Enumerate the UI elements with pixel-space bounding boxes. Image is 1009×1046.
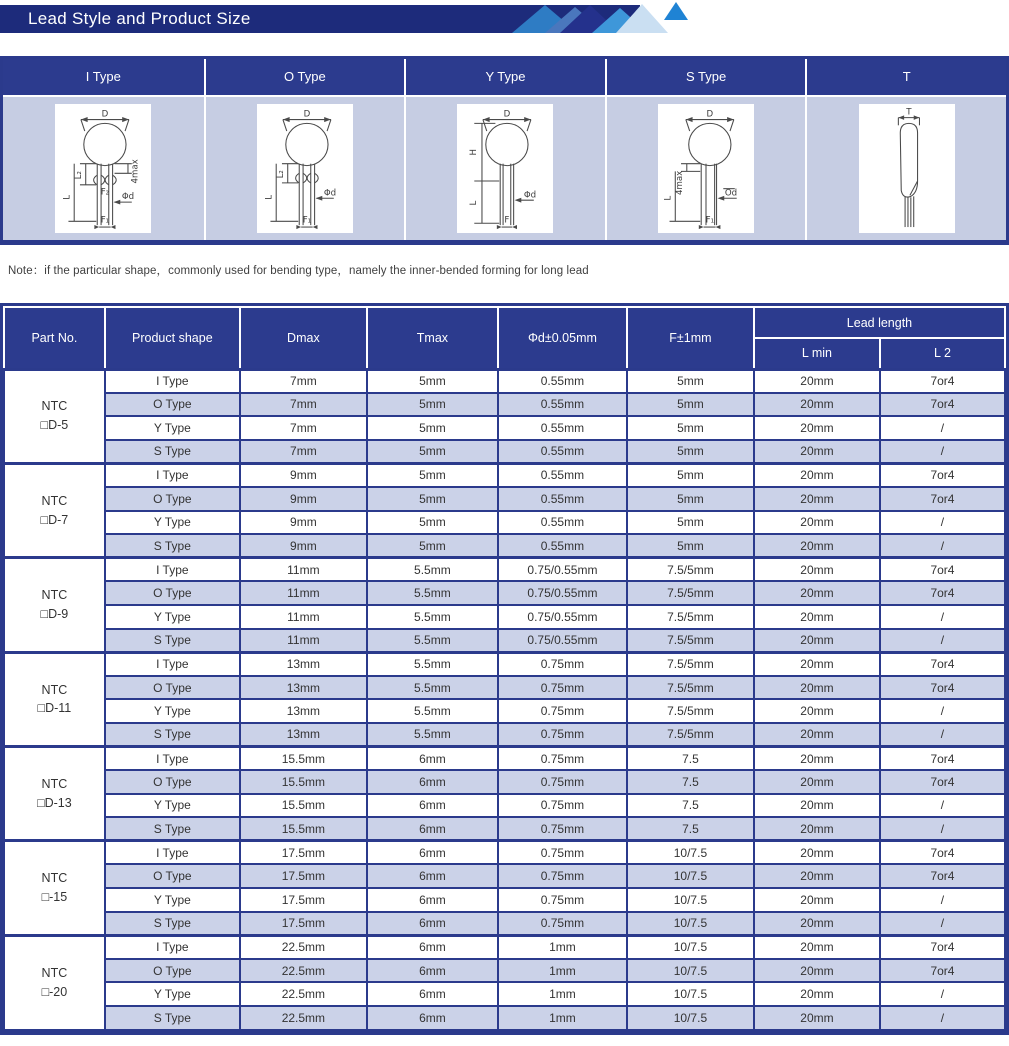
phid-cell: 0.75mm xyxy=(498,912,627,936)
table-row xyxy=(4,841,1005,865)
l-min-cell: 20mm xyxy=(754,581,880,605)
phid-cell: 0.75mm xyxy=(498,747,627,771)
dmax-cell: 17.5mm xyxy=(240,912,367,936)
l2-cell: / xyxy=(880,629,1005,653)
tmax-cell: 6mm xyxy=(367,864,498,888)
product-shape-cell: I Type xyxy=(105,652,240,676)
table-row xyxy=(4,487,1005,511)
product-shape-cell: S Type xyxy=(105,817,240,841)
product-shape-cell: Y Type xyxy=(105,794,240,818)
tmax-cell: 6mm xyxy=(367,912,498,936)
product-shape-cell: Y Type xyxy=(105,699,240,723)
phid-cell: 1mm xyxy=(498,1006,627,1030)
svg-text:Φd: Φd xyxy=(323,188,336,199)
f-cell: 10/7.5 xyxy=(627,982,754,1006)
f-cell: 7.5 xyxy=(627,747,754,771)
l-min-cell: 20mm xyxy=(754,605,880,629)
svg-text:L: L xyxy=(264,194,275,200)
tmax-cell: 6mm xyxy=(367,959,498,983)
f-cell: 7.5/5mm xyxy=(627,581,754,605)
table-row xyxy=(4,982,1005,1006)
l2-cell: 7or4 xyxy=(880,864,1005,888)
dmax-cell: 11mm xyxy=(240,629,367,653)
l-min-cell: 20mm xyxy=(754,982,880,1006)
phid-cell: 0.55mm xyxy=(498,393,627,417)
tmax-cell: 5.5mm xyxy=(367,581,498,605)
table-row xyxy=(4,747,1005,771)
dmax-cell: 13mm xyxy=(240,723,367,747)
page-title: Lead Style and Product Size xyxy=(28,9,251,28)
f-cell: 5mm xyxy=(627,511,754,535)
table-row xyxy=(4,629,1005,653)
dmax-cell: 17.5mm xyxy=(240,888,367,912)
product-shape-cell: I Type xyxy=(105,747,240,771)
l2-cell: / xyxy=(880,912,1005,936)
f-cell: 7.5/5mm xyxy=(627,723,754,747)
product-shape-cell: O Type xyxy=(105,864,240,888)
svg-text:L: L xyxy=(469,200,480,206)
l-min-cell: 20mm xyxy=(754,629,880,653)
part-no-cell: NTC □D-13 xyxy=(4,747,105,841)
l2-cell: / xyxy=(880,1006,1005,1030)
product-shape-cell: O Type xyxy=(105,393,240,417)
s-type-diagram xyxy=(658,104,754,233)
phid-cell: 0.75mm xyxy=(498,723,627,747)
l-min-cell: 20mm xyxy=(754,794,880,818)
f-cell: 7.5 xyxy=(627,817,754,841)
f-cell: 7.5/5mm xyxy=(627,699,754,723)
y-type-cell xyxy=(404,97,605,240)
tmax-cell: 6mm xyxy=(367,817,498,841)
product-shape-cell: I Type xyxy=(105,841,240,865)
product-shape-cell: Y Type xyxy=(105,888,240,912)
l2-cell: / xyxy=(880,794,1005,818)
table-row xyxy=(4,652,1005,676)
phid-cell: 0.55mm xyxy=(498,416,627,440)
l-min-cell: 20mm xyxy=(754,723,880,747)
phid-cell: 0.75mm xyxy=(498,888,627,912)
l2-cell: / xyxy=(880,416,1005,440)
svg-text:F₁: F₁ xyxy=(101,215,110,226)
phid-cell: 1mm xyxy=(498,959,627,983)
product-shape-cell: I Type xyxy=(105,558,240,582)
l-min-cell: 20mm xyxy=(754,912,880,936)
tmax-cell: 5mm xyxy=(367,534,498,558)
phid-cell: 0.75mm xyxy=(498,817,627,841)
tmax-cell: 6mm xyxy=(367,770,498,794)
f-cell: 5mm xyxy=(627,463,754,487)
col-header-phid: Φd±0.05mm xyxy=(498,307,627,369)
note-text: Note：if the particular shape，commonly used for bending type，namely the inner-bended forming for long lead xyxy=(8,265,589,277)
phid-cell: 0.55mm xyxy=(498,440,627,464)
phid-cell: 0.75mm xyxy=(498,841,627,865)
l2-cell: / xyxy=(880,605,1005,629)
dmax-cell: 13mm xyxy=(240,676,367,700)
svg-text:T: T xyxy=(905,107,912,118)
phid-cell: 1mm xyxy=(498,982,627,1006)
f-cell: 5mm xyxy=(627,416,754,440)
l2-cell: / xyxy=(880,511,1005,535)
tmax-cell: 6mm xyxy=(367,841,498,865)
col-header-dmax: Dmax xyxy=(240,307,367,369)
l2-cell: 7or4 xyxy=(880,935,1005,959)
product-shape-cell: O Type xyxy=(105,959,240,983)
dmax-cell: 15.5mm xyxy=(240,794,367,818)
dmax-cell: 17.5mm xyxy=(240,864,367,888)
l-min-cell: 20mm xyxy=(754,463,880,487)
col-header-lead-length: Lead length xyxy=(754,307,1005,338)
svg-text:F₁: F₁ xyxy=(302,215,312,226)
svg-text:L₂: L₂ xyxy=(275,170,286,179)
header-i-type: I Type xyxy=(85,69,121,84)
table-row xyxy=(4,416,1005,440)
l2-cell: / xyxy=(880,817,1005,841)
f-cell: 7.5/5mm xyxy=(627,558,754,582)
l-min-cell: 20mm xyxy=(754,534,880,558)
product-shape-cell: S Type xyxy=(105,629,240,653)
table-row xyxy=(4,770,1005,794)
lead-style-table xyxy=(0,56,1009,245)
svg-text:D: D xyxy=(706,109,714,120)
table-row xyxy=(4,369,1005,393)
svg-text:L: L xyxy=(62,194,73,200)
l2-cell: 7or4 xyxy=(880,652,1005,676)
table-row xyxy=(4,959,1005,983)
table-row xyxy=(4,558,1005,582)
t-cell xyxy=(805,97,1006,240)
svg-text:D: D xyxy=(504,109,511,120)
product-shape-cell: O Type xyxy=(105,581,240,605)
dmax-cell: 15.5mm xyxy=(240,770,367,794)
f-cell: 7.5/5mm xyxy=(627,676,754,700)
l2-cell: 7or4 xyxy=(880,463,1005,487)
l-min-cell: 20mm xyxy=(754,935,880,959)
product-shape-cell: Y Type xyxy=(105,605,240,629)
dmax-cell: 17.5mm xyxy=(240,841,367,865)
triangle-decoration-icon xyxy=(498,0,708,34)
table-row xyxy=(4,888,1005,912)
o-type-cell xyxy=(204,97,405,240)
tmax-cell: 5mm xyxy=(367,511,498,535)
l-min-cell: 20mm xyxy=(754,841,880,865)
i-type-cell xyxy=(3,97,204,240)
l2-cell: 7or4 xyxy=(880,369,1005,393)
phid-cell: 0.75/0.55mm xyxy=(498,629,627,653)
tmax-cell: 5mm xyxy=(367,463,498,487)
l-min-cell: 20mm xyxy=(754,393,880,417)
table-row xyxy=(4,794,1005,818)
l-min-cell: 20mm xyxy=(754,959,880,983)
table-row xyxy=(4,817,1005,841)
svg-text:L₂: L₂ xyxy=(74,171,85,180)
phid-cell: 0.75mm xyxy=(498,652,627,676)
phid-cell: 0.55mm xyxy=(498,487,627,511)
part-no-cell: NTC □D-9 xyxy=(4,558,105,652)
part-no-cell: NTC □D-5 xyxy=(4,369,105,463)
header-y-type: Y Type xyxy=(404,59,605,95)
table-row xyxy=(4,699,1005,723)
l2-cell: 7or4 xyxy=(880,558,1005,582)
tmax-cell: 6mm xyxy=(367,888,498,912)
phid-cell: 1mm xyxy=(498,935,627,959)
table-row xyxy=(4,511,1005,535)
tmax-cell: 5.5mm xyxy=(367,605,498,629)
f-cell: 10/7.5 xyxy=(627,841,754,865)
l-min-cell: 20mm xyxy=(754,888,880,912)
l-min-cell: 20mm xyxy=(754,676,880,700)
phid-cell: 0.55mm xyxy=(498,369,627,393)
table-row xyxy=(4,676,1005,700)
f-cell: 5mm xyxy=(627,440,754,464)
l2-cell: / xyxy=(880,440,1005,464)
dmax-cell: 7mm xyxy=(240,440,367,464)
s-type-cell xyxy=(605,97,806,240)
svg-text:Φd: Φd xyxy=(122,192,135,203)
phid-cell: 0.75/0.55mm xyxy=(498,581,627,605)
product-shape-cell: S Type xyxy=(105,1006,240,1030)
svg-text:4max: 4max xyxy=(130,159,141,184)
phid-cell: 0.75/0.55mm xyxy=(498,558,627,582)
product-shape-cell: I Type xyxy=(105,935,240,959)
f-cell: 5mm xyxy=(627,393,754,417)
l-min-cell: 20mm xyxy=(754,440,880,464)
tmax-cell: 6mm xyxy=(367,747,498,771)
svg-text:D: D xyxy=(303,109,311,120)
f-cell: 5mm xyxy=(627,369,754,393)
tmax-cell: 5mm xyxy=(367,416,498,440)
svg-text:F₁: F₁ xyxy=(705,215,715,226)
table-row xyxy=(4,912,1005,936)
table-row xyxy=(4,581,1005,605)
l2-cell: / xyxy=(880,699,1005,723)
col-header-part-no: Part No. xyxy=(4,307,105,369)
tmax-cell: 5mm xyxy=(367,487,498,511)
tmax-cell: 5.5mm xyxy=(367,629,498,653)
dmax-cell: 11mm xyxy=(240,558,367,582)
l-min-cell: 20mm xyxy=(754,487,880,511)
product-shape-cell: O Type xyxy=(105,770,240,794)
dmax-cell: 9mm xyxy=(240,511,367,535)
f-cell: 7.5 xyxy=(627,794,754,818)
table-row xyxy=(4,935,1005,959)
product-shape-cell: S Type xyxy=(105,534,240,558)
o-type-diagram xyxy=(257,104,353,233)
lead-style-header-row xyxy=(3,59,1006,95)
tmax-cell: 6mm xyxy=(367,935,498,959)
header-s-type: S Type xyxy=(605,59,806,95)
dmax-cell: 13mm xyxy=(240,699,367,723)
tmax-cell: 5.5mm xyxy=(367,558,498,582)
l-min-cell: 20mm xyxy=(754,416,880,440)
l-min-cell: 20mm xyxy=(754,511,880,535)
f-cell: 10/7.5 xyxy=(627,935,754,959)
svg-text:4max: 4max xyxy=(675,170,686,196)
tmax-cell: 5mm xyxy=(367,369,498,393)
product-shape-cell: S Type xyxy=(105,440,240,464)
phid-cell: 0.75/0.55mm xyxy=(498,605,627,629)
f-cell: 5mm xyxy=(627,487,754,511)
tmax-cell: 5mm xyxy=(367,393,498,417)
dmax-cell: 7mm xyxy=(240,369,367,393)
tmax-cell: 5.5mm xyxy=(367,676,498,700)
dmax-cell: 22.5mm xyxy=(240,1006,367,1030)
dmax-cell: 15.5mm xyxy=(240,817,367,841)
header-t: T xyxy=(805,59,1006,95)
product-size-table xyxy=(0,303,1009,1035)
l-min-cell: 20mm xyxy=(754,770,880,794)
tmax-cell: 5.5mm xyxy=(367,699,498,723)
l2-cell: 7or4 xyxy=(880,841,1005,865)
size-table-body xyxy=(4,369,1005,1030)
f-cell: 7.5/5mm xyxy=(627,652,754,676)
svg-text:D: D xyxy=(101,109,109,120)
l-min-cell: 20mm xyxy=(754,864,880,888)
product-shape-cell: I Type xyxy=(105,369,240,393)
table-row xyxy=(4,1006,1005,1030)
y-type-diagram xyxy=(457,104,553,233)
dmax-cell: 11mm xyxy=(240,605,367,629)
dmax-cell: 7mm xyxy=(240,416,367,440)
tmax-cell: 6mm xyxy=(367,794,498,818)
table-row xyxy=(4,723,1005,747)
l2-cell: 7or4 xyxy=(880,770,1005,794)
dmax-cell: 11mm xyxy=(240,581,367,605)
phid-cell: 0.75mm xyxy=(498,770,627,794)
l-min-cell: 20mm xyxy=(754,747,880,771)
svg-text:F₂: F₂ xyxy=(101,187,110,198)
part-no-cell: NTC □-15 xyxy=(4,841,105,935)
part-no-cell: NTC □D-7 xyxy=(4,463,105,557)
f-cell: 7.5 xyxy=(627,770,754,794)
l2-cell: 7or4 xyxy=(880,676,1005,700)
dmax-cell: 9mm xyxy=(240,534,367,558)
dmax-cell: 13mm xyxy=(240,652,367,676)
l2-cell: / xyxy=(880,534,1005,558)
col-header-l2: L 2 xyxy=(880,338,1005,369)
l2-cell: 7or4 xyxy=(880,747,1005,771)
tmax-cell: 6mm xyxy=(367,1006,498,1030)
l-min-cell: 20mm xyxy=(754,369,880,393)
table-row xyxy=(4,440,1005,464)
svg-text:Od: Od xyxy=(724,188,738,199)
l2-cell: 7or4 xyxy=(880,581,1005,605)
table-row xyxy=(4,393,1005,417)
l-min-cell: 20mm xyxy=(754,558,880,582)
dmax-cell: 22.5mm xyxy=(240,959,367,983)
f-cell: 10/7.5 xyxy=(627,888,754,912)
product-shape-cell: S Type xyxy=(105,912,240,936)
phid-cell: 0.75mm xyxy=(498,794,627,818)
col-header-l-min: L min xyxy=(754,338,880,369)
part-no-cell: NTC □D-11 xyxy=(4,652,105,746)
l2-cell: / xyxy=(880,888,1005,912)
l2-cell: / xyxy=(880,723,1005,747)
f-cell: 7.5/5mm xyxy=(627,629,754,653)
col-header-tmax: Tmax xyxy=(367,307,498,369)
svg-text:Φd: Φd xyxy=(524,190,537,201)
f-cell: 10/7.5 xyxy=(627,1006,754,1030)
dmax-cell: 15.5mm xyxy=(240,747,367,771)
dmax-cell: 22.5mm xyxy=(240,935,367,959)
tmax-cell: 5mm xyxy=(367,440,498,464)
dmax-cell: 9mm xyxy=(240,463,367,487)
f-cell: 5mm xyxy=(627,534,754,558)
phid-cell: 0.55mm xyxy=(498,511,627,535)
tmax-cell: 5.5mm xyxy=(367,723,498,747)
header-o-type: O Type xyxy=(204,59,405,95)
table-row xyxy=(4,605,1005,629)
tmax-cell: 6mm xyxy=(367,982,498,1006)
table-row xyxy=(4,534,1005,558)
phid-cell: 0.75mm xyxy=(498,864,627,888)
product-shape-cell: S Type xyxy=(105,723,240,747)
f-cell: 7.5/5mm xyxy=(627,605,754,629)
dmax-cell: 7mm xyxy=(240,393,367,417)
svg-text:H: H xyxy=(469,148,480,156)
i-type-diagram xyxy=(55,104,151,233)
svg-text:F: F xyxy=(504,215,510,226)
phid-cell: 0.55mm xyxy=(498,463,627,487)
col-header-product-shape: Product shape xyxy=(105,307,240,369)
l-min-cell: 20mm xyxy=(754,1006,880,1030)
product-shape-cell: Y Type xyxy=(105,511,240,535)
l-min-cell: 20mm xyxy=(754,817,880,841)
phid-cell: 0.55mm xyxy=(498,534,627,558)
product-shape-cell: I Type xyxy=(105,463,240,487)
product-shape-cell: O Type xyxy=(105,487,240,511)
l-min-cell: 20mm xyxy=(754,699,880,723)
dmax-cell: 9mm xyxy=(240,487,367,511)
t-diagram xyxy=(859,104,955,233)
product-shape-cell: Y Type xyxy=(105,982,240,1006)
f-cell: 10/7.5 xyxy=(627,912,754,936)
table-row xyxy=(4,463,1005,487)
table-row xyxy=(4,864,1005,888)
l2-cell: 7or4 xyxy=(880,393,1005,417)
phid-cell: 0.75mm xyxy=(498,676,627,700)
product-shape-cell: O Type xyxy=(105,676,240,700)
tmax-cell: 5.5mm xyxy=(367,652,498,676)
svg-text:L: L xyxy=(663,195,674,201)
l2-cell: 7or4 xyxy=(880,487,1005,511)
phid-cell: 0.75mm xyxy=(498,699,627,723)
l2-cell: / xyxy=(880,982,1005,1006)
dmax-cell: 22.5mm xyxy=(240,982,367,1006)
l-min-cell: 20mm xyxy=(754,652,880,676)
product-shape-cell: Y Type xyxy=(105,416,240,440)
f-cell: 10/7.5 xyxy=(627,959,754,983)
f-cell: 10/7.5 xyxy=(627,864,754,888)
lead-style-body-row xyxy=(3,95,1006,240)
l2-cell: 7or4 xyxy=(880,959,1005,983)
size-table-header xyxy=(4,307,1005,369)
part-no-cell: NTC □-20 xyxy=(4,935,105,1029)
col-header-f: F±1mm xyxy=(627,307,754,369)
